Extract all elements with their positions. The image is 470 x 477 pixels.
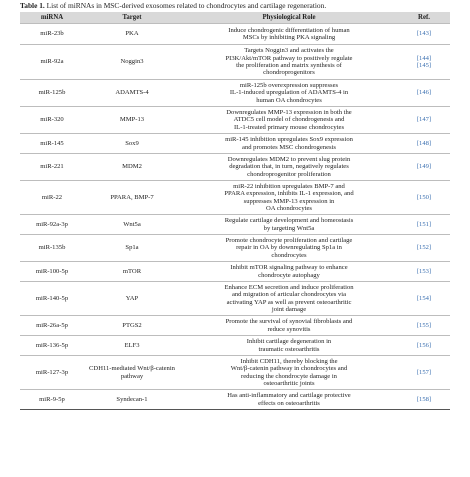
ref-cell [398,235,450,262]
physiological-role-cell [180,215,398,235]
physiological-role-cell [180,154,398,181]
target-cell: Noggin3 [84,45,180,80]
target-cell: PTGS2 [84,316,180,336]
role-line: miR-145 inhibition upregulates Sox9 expression [225,136,353,144]
ref-cell [398,134,450,154]
role-line: chondrocytes [271,251,307,259]
ref-cell [398,390,450,410]
ref-cell [398,282,450,316]
role-line: chondrocyte autophagy [258,271,320,279]
role-line: Regulate cartilage development and homeostasis [224,217,354,225]
ref-cell [398,154,450,181]
table-header-row [20,12,450,24]
role-line: Induce chondrogenic differentiation of human [228,26,350,34]
target-cell: MMP-13 [84,107,180,134]
mirna-cell: miR-320 [20,107,84,134]
mirna-cell: miR-100-5p [20,262,84,282]
role-line: miR-22 inhibition upregulates BMP-7 and [233,182,345,190]
role-line: traumatic osteoarthritis [258,345,320,353]
mirna-cell: miR-92a-3p [20,215,84,235]
role-line: joint damage [271,305,307,313]
target-cell: Sp1a [84,235,180,262]
header-ref: Ref. [418,13,430,21]
role-line: suppresses MMP-13 expression in [243,197,335,205]
target-cell: MDM2 [84,154,180,181]
physiological-role-cell [180,134,398,154]
target-cell: Wnt5a [84,215,180,235]
physiological-role-cell [180,282,398,316]
table-row [20,336,450,356]
mirna-cell: miR-125b [20,80,84,107]
ref-link[interactable]: [149] [416,163,432,171]
header-physiological-role: Physiological Role [262,13,316,21]
ref-cell [398,181,450,215]
mirna-cell: miR-135b [20,235,84,262]
mirna-cell: miR-92a [20,45,84,80]
table-row [20,80,450,107]
physiological-role-cell [180,107,398,134]
table-row [20,356,450,390]
target-cell: ELF3 [84,336,180,356]
role-line: Inhibit cartilage degeneration in [246,338,332,346]
role-line: Inhibit mTOR signaling pathway to enhance [230,264,348,272]
ref-cell [398,215,450,235]
role-line: repair in OA by downregulating Sp1a in [236,244,342,252]
mirna-cell: miR-9-5p [20,390,84,410]
table-row [20,134,450,154]
target-cell: Syndecan-1 [84,390,180,410]
header-target: Target [122,13,142,21]
ref-cell [398,316,450,336]
ref-link[interactable]: [144] [416,54,432,62]
physiological-role-cell [180,181,398,215]
target-cell: CDH11-mediated Wnt/β-catenin pathway [84,356,180,390]
physiological-role-cell [180,80,398,107]
ref-cell [398,45,450,80]
role-line: MSCs by inhibiting PKA signaling [242,34,336,41]
role-line: and migration of articular chondrocytes via [231,291,347,299]
ref-cell [398,262,450,282]
role-line: reducing the chondrocyte damage in [241,372,337,380]
ref-link[interactable]: [153] [416,267,432,275]
ref-link[interactable]: [146] [416,89,432,97]
physiological-role-cell [180,262,398,282]
role-line: ATDC5 cell model of chondrogenesis and [233,116,345,124]
table-row [20,24,450,45]
target-cell: ADAMTS-4 [84,80,180,107]
physiological-role-cell [180,316,398,336]
role-line: Enhance ECM secretion and induce proliferation [224,283,354,291]
role-line: PI3K/Akt/mTOR pathway to positively regulate [225,54,353,62]
table-caption-label: Table 1. [20,1,45,10]
ref-cell [398,107,450,134]
physiological-role-cell [180,390,398,410]
role-line: PPARA expression, inhibits IL-1 expression, and [224,190,354,198]
role-line: human OA chondrocytes [256,96,322,104]
target-cell: YAP [84,282,180,316]
role-line: by targeting Wnt5a [263,224,315,232]
role-line: miR-125b overexpression suppresses [239,81,339,89]
role-line: and promotes MSC chondrogenesis [242,143,336,151]
mirna-cell: miR-140-5p [20,282,84,316]
role-line: Downregulates MDM2 to prevent slug protein [227,155,351,163]
ref-link[interactable]: [145] [416,62,432,69]
table-row [20,390,450,410]
table-row [20,45,450,80]
role-line: Targets Noggin3 and activates the [244,47,334,55]
table-body [20,24,450,410]
physiological-role-cell [180,235,398,262]
role-line: Wnt/β-catenin pathway in chondrocytes and [230,365,348,373]
mirna-table [20,12,450,410]
ref-link[interactable]: [150] [416,193,432,201]
mirna-cell: miR-136-5p [20,336,84,356]
ref-link[interactable]: [152] [416,244,432,252]
ref-cell [398,24,450,45]
header-mirna: miRNA [40,13,64,21]
role-line: Has anti-inflammatory and cartilage protective [227,392,351,400]
role-line: IL-1-treated primary mouse chondrocytes [233,123,345,131]
ref-link[interactable]: [158] [416,395,432,403]
role-line: Promote the survival of synovial fibroblasts and [225,318,353,326]
target-cell: PKA [84,24,180,45]
role-line: reduce synovitis [267,325,311,333]
ref-link[interactable]: [151] [416,220,432,228]
target-cell: mTOR [84,262,180,282]
table-row [20,181,450,215]
physiological-role-cell [180,45,398,80]
role-line: the proliferation and matrix synthesis of [236,62,342,69]
role-line: activating YAP as well as prevent osteoarthritic [226,298,352,306]
table-row [20,282,450,316]
table-row [20,154,450,181]
mirna-cell: miR-145 [20,134,84,154]
physiological-role-cell [180,336,398,356]
target-cell: PPARA, BMP-7 [84,181,180,215]
role-line: Inhibit CDH11, thereby blocking the [240,357,338,365]
ref-link[interactable]: [155] [416,321,432,329]
ref-cell [398,80,450,107]
ref-link[interactable]: [154] [416,294,432,302]
role-line: Downregulates MMP-13 expression in both the [226,108,352,116]
role-line: IL-1-induced upregulation of ADAMTS-4 in [229,89,349,97]
role-line: degradation that, in turn, negatively regulates [229,163,349,171]
role-line: chondroprogenitors [263,69,315,77]
ref-cell [398,356,450,390]
mirna-cell: miR-221 [20,154,84,181]
physiological-role-cell [180,356,398,390]
table-row [20,235,450,262]
target-cell: Sox9 [84,134,180,154]
table-row [20,316,450,336]
role-line: chondroprogenitor proliferation [247,170,331,178]
mirna-cell: miR-22 [20,181,84,215]
ref-link[interactable]: [147] [416,116,432,124]
table-row [20,262,450,282]
ref-link[interactable]: [157] [416,368,432,376]
role-line: Promote chondrocyte proliferation and cartilage [225,236,353,244]
table-caption-text: List of miRNAs in MSC-derived exosomes related to chondrocytes and cartilage regeneration. [46,1,327,10]
mirna-cell: miR-127-3p [20,356,84,390]
ref-link[interactable]: [143] [416,30,432,38]
ref-link[interactable]: [156] [416,341,432,349]
table-caption [20,1,326,10]
role-line: OA chondrocytes [266,204,312,212]
table-row [20,107,450,134]
physiological-role-cell [180,24,398,45]
table-row [20,215,450,235]
role-line: osteoarthritic joints [263,379,315,387]
ref-cell [398,336,450,356]
mirna-cell: miR-26a-5p [20,316,84,336]
role-line: effects on osteoarthritis [258,399,320,407]
ref-link[interactable]: [148] [416,139,432,147]
mirna-cell: miR-23b [20,24,84,45]
